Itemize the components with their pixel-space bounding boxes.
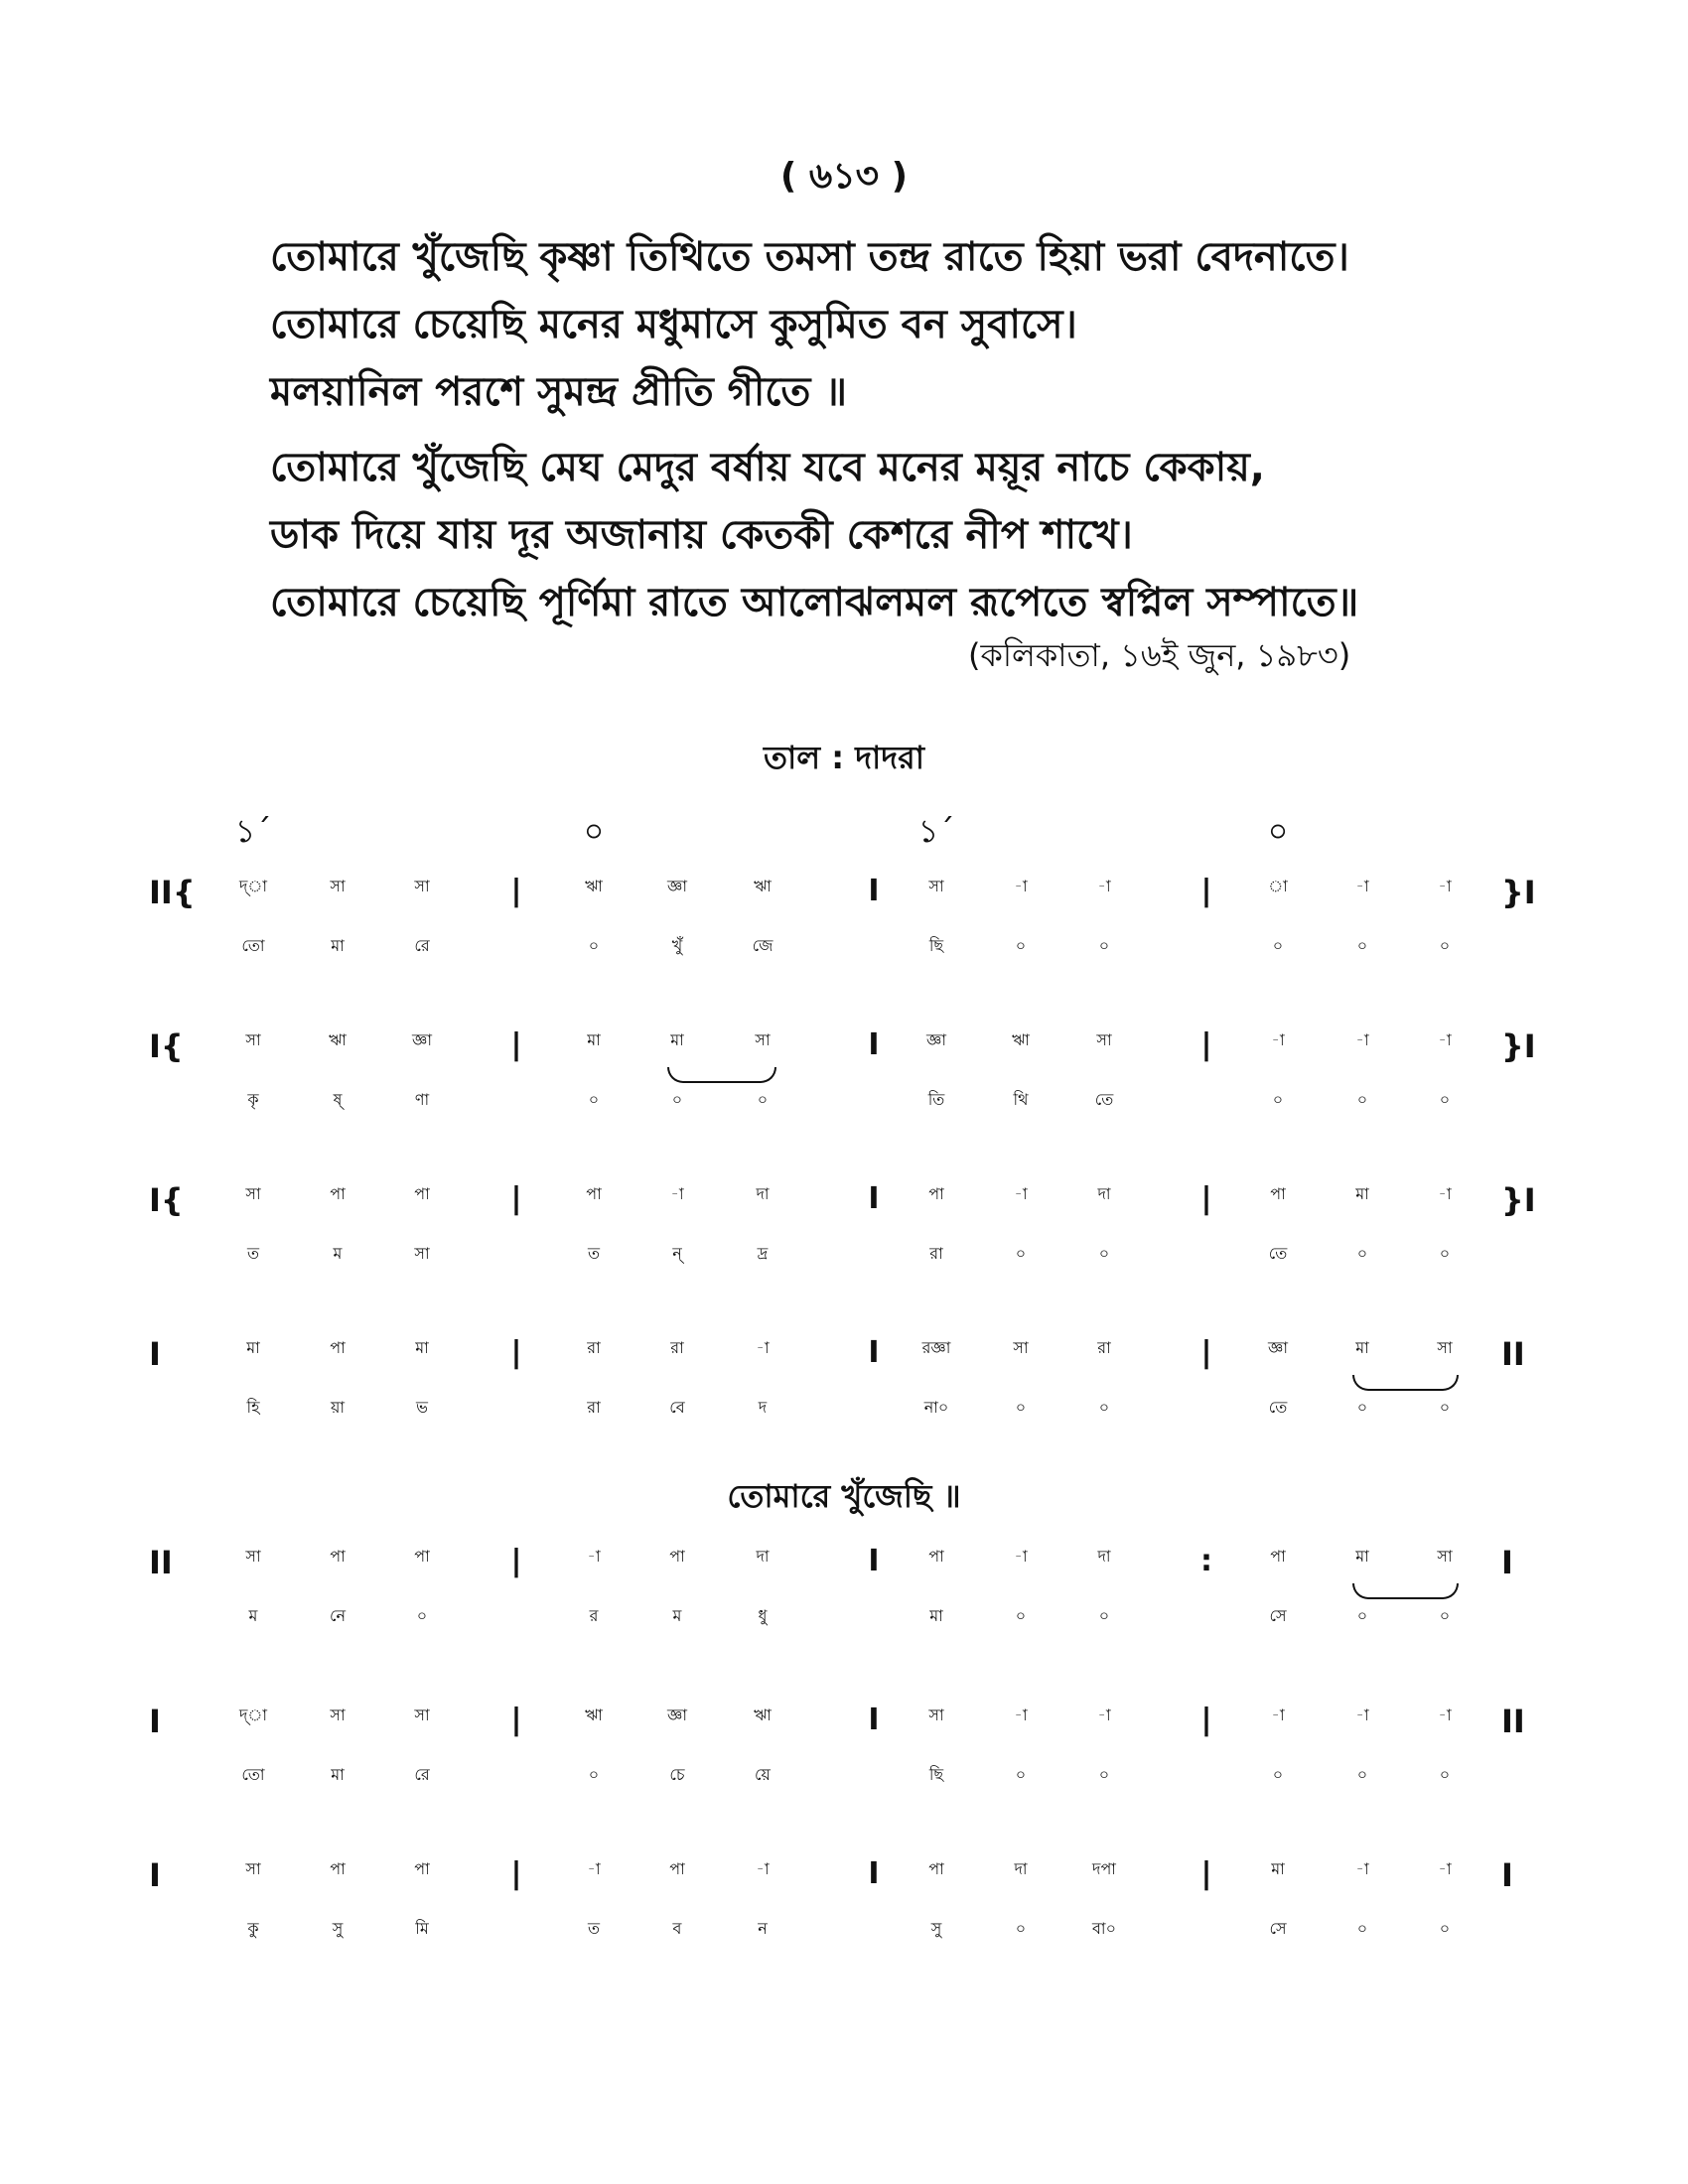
swara-note: সা: [928, 877, 944, 895]
bar-line: I: [868, 1181, 880, 1216]
lyric-syllable: ০: [1439, 1090, 1451, 1109]
row-start-marker: II: [149, 1544, 173, 1581]
lyric-syllable: ০: [1356, 1919, 1368, 1938]
refrain-line: তোমারে খুঁজেছি ॥: [727, 1477, 961, 1515]
swara-note: পা: [928, 1184, 944, 1203]
swara-note: পা: [414, 1184, 430, 1203]
lyric-syllable: ০: [1356, 1606, 1368, 1625]
swara-note: রা: [670, 1338, 684, 1357]
swara-note: সা: [245, 1184, 261, 1203]
bar-line: I: [868, 1703, 880, 1737]
swara-note: সা: [330, 1706, 346, 1724]
swara-note: -া: [1097, 1706, 1111, 1724]
swara-note: দপা: [1092, 1859, 1116, 1878]
swara-note: দা: [756, 1184, 770, 1203]
swara-note: -া: [1097, 877, 1111, 895]
swara-note: পা: [414, 1859, 430, 1878]
meend-slur: [1352, 1375, 1459, 1391]
lyric-syllable: দ্র: [757, 1244, 769, 1263]
swara-note: পা: [928, 1547, 944, 1566]
swara-note: মা: [1271, 1859, 1285, 1878]
lyric-line: তোমারে খুঁজেছি কৃষ্ণা তিথিতে তমসা তন্দ্র রাতে হিয়া ভরা বেদনাতে।: [270, 234, 1349, 280]
lyric-syllable: ম: [333, 1244, 343, 1263]
swara-note: জ্ঞা: [412, 1030, 432, 1049]
row-start-marker: I: [149, 1703, 161, 1740]
lyric-syllable: ণা: [414, 1090, 430, 1109]
bar-line: |: [1200, 1181, 1212, 1216]
row-end-marker: II: [1501, 1703, 1525, 1740]
lyric-syllable: ছি: [928, 936, 944, 955]
bar-line: |: [510, 1335, 522, 1370]
tala-heading: তাল : দাদরা: [764, 739, 924, 776]
swara-note: পা: [586, 1184, 602, 1203]
lyric-syllable: কৃ: [247, 1090, 259, 1109]
swara-note: সা: [414, 877, 430, 895]
lyric-syllable: জে: [752, 936, 774, 955]
swara-note: সা: [245, 1859, 261, 1878]
swara-note: মা: [1355, 1184, 1369, 1203]
lyric-syllable: রে: [414, 1765, 430, 1784]
lyric-syllable: ০: [1356, 1090, 1368, 1109]
lyric-syllable: রে: [414, 936, 430, 955]
swara-note: -া: [1014, 1706, 1028, 1724]
swara-note: া: [1268, 877, 1288, 895]
lyric-syllable: ০: [1356, 1765, 1368, 1784]
lyric-syllable: ০: [588, 1090, 600, 1109]
lyric-syllable: ভ: [416, 1398, 428, 1417]
lyric-syllable: তো: [241, 936, 265, 955]
swara-note: -া: [1355, 1706, 1369, 1724]
lyric-line: মলয়ানিল পরশে সুমন্দ্র প্রীতি গীতে ॥: [270, 369, 847, 415]
swara-note: পা: [1270, 1547, 1286, 1566]
row-start-marker: I{: [149, 1027, 184, 1065]
lyric-syllable: রা: [929, 1244, 943, 1263]
lyric-syllable: ০: [416, 1606, 428, 1625]
lyric-syllable: দ: [758, 1398, 768, 1417]
swara-note: মা: [1355, 1547, 1369, 1566]
beat-mark-khali: ০: [583, 812, 605, 850]
bar-line: I: [868, 1027, 880, 1062]
swara-note: সা: [414, 1706, 430, 1724]
swara-note: পা: [330, 1338, 346, 1357]
lyric-syllable: ত: [587, 1244, 601, 1263]
lyric-syllable: ব: [672, 1919, 682, 1938]
lyric-syllable: ০: [588, 936, 600, 955]
beat-mark-sam: ১´: [234, 812, 272, 850]
swara-note: সা: [755, 1030, 771, 1049]
swara-note: সা: [1437, 1547, 1453, 1566]
swara-note: -া: [1438, 1030, 1452, 1049]
meend-slur: [667, 1067, 776, 1083]
lyric-syllable: ০: [1439, 1765, 1451, 1784]
lyric-syllable: ষ্: [333, 1090, 343, 1109]
lyric-syllable: ত: [246, 1244, 260, 1263]
swara-note: সা: [245, 1030, 261, 1049]
row-end-marker: I: [1501, 1544, 1513, 1581]
swara-note: জ্ঞা: [667, 1706, 687, 1724]
swara-note: পা: [330, 1184, 346, 1203]
lyric-syllable: ০: [1439, 1919, 1451, 1938]
lyric-syllable: ০: [671, 1090, 683, 1109]
lyric-syllable: খুঁ: [671, 936, 683, 955]
lyric-syllable: ০: [1015, 1919, 1027, 1938]
lyric-syllable: ০: [1098, 1244, 1110, 1263]
lyric-syllable: তে: [1268, 1244, 1288, 1263]
bar-line: |: [510, 1027, 522, 1062]
bar-line: I: [868, 1856, 880, 1891]
lyric-syllable: থি: [1013, 1090, 1029, 1109]
swara-note: পা: [414, 1547, 430, 1566]
swara-note: পা: [669, 1859, 685, 1878]
bar-line: |: [510, 1181, 522, 1216]
lyric-syllable: ০: [1356, 1398, 1368, 1417]
bar-line: |: [510, 1856, 522, 1891]
lyric-syllable: ০: [1098, 936, 1110, 955]
swara-note: সা: [330, 877, 346, 895]
swara-note: -া: [670, 1184, 684, 1203]
swara-note: মা: [1355, 1338, 1369, 1357]
dateline: (কলিকাতা, ১৬ই জুন, ১৯৮৩): [968, 636, 1351, 674]
lyric-syllable: ০: [1272, 1765, 1284, 1784]
lyric-syllable: ম: [248, 1606, 258, 1625]
swara-note: দা: [756, 1547, 770, 1566]
swara-note: দা: [1097, 1184, 1111, 1203]
swara-note: ঋা: [754, 1706, 772, 1724]
lyric-syllable: সা: [414, 1244, 430, 1263]
lyric-syllable: বা০: [1092, 1919, 1116, 1938]
row-end-marker: }I: [1501, 1181, 1536, 1219]
swara-note: -া: [1271, 1706, 1285, 1724]
lyric-syllable: মা: [331, 1765, 345, 1784]
row-start-marker: I: [149, 1856, 161, 1894]
row-start-marker: I{: [149, 1181, 184, 1219]
lyric-line: তোমারে চেয়েছি পূর্ণিমা রাতে আলোঝলমল রূপেতে স্বপ্নিল সম্পাতে॥: [270, 580, 1359, 625]
swara-note: ঋা: [1012, 1030, 1030, 1049]
swara-note: মা: [670, 1030, 684, 1049]
swara-note: রজ্ঞা: [921, 1338, 951, 1357]
lyric-syllable: হি: [246, 1398, 260, 1417]
lyric-syllable: ০: [1356, 936, 1368, 955]
lyric-syllable: ০: [1356, 1244, 1368, 1263]
swara-note: -া: [1438, 1859, 1452, 1878]
swara-note: রা: [1097, 1338, 1111, 1357]
lyric-syllable: ০: [1015, 936, 1027, 955]
swara-note: মা: [415, 1338, 429, 1357]
swara-note: -া: [1014, 1547, 1028, 1566]
swara-note: ঋা: [329, 1030, 347, 1049]
swara-note: পা: [669, 1547, 685, 1566]
bar-line: |: [510, 1703, 522, 1737]
lyric-syllable: মি: [415, 1919, 429, 1938]
lyric-syllable: ০: [588, 1765, 600, 1784]
swara-note: দ্া: [238, 877, 268, 895]
lyric-syllable: বে: [669, 1398, 685, 1417]
lyric-syllable: ত: [587, 1919, 601, 1938]
swara-note: পা: [928, 1859, 944, 1878]
lyric-syllable: ০: [1272, 936, 1284, 955]
swara-note: মা: [246, 1338, 260, 1357]
bar-line: I: [868, 1335, 880, 1370]
lyric-syllable: ০: [1015, 1398, 1027, 1417]
swara-note: রা: [587, 1338, 601, 1357]
bar-line: :: [1200, 1544, 1212, 1578]
bar-line: |: [1200, 1856, 1212, 1891]
swara-note: -া: [587, 1859, 601, 1878]
meend-slur: [1352, 1583, 1459, 1599]
swara-note: ঋা: [585, 1706, 603, 1724]
row-end-marker: II: [1501, 1335, 1525, 1373]
lyric-syllable: ০: [1272, 1090, 1284, 1109]
lyric-syllable: নে: [329, 1606, 347, 1625]
lyric-syllable: ০: [1098, 1606, 1110, 1625]
swara-note: -া: [1438, 877, 1452, 895]
swara-note: -া: [756, 1859, 770, 1878]
swara-note: দা: [1014, 1859, 1028, 1878]
lyric-syllable: তে: [1094, 1090, 1114, 1109]
lyric-syllable: ছি: [928, 1765, 944, 1784]
swara-note: জ্ঞা: [1268, 1338, 1288, 1357]
swara-note: -া: [1438, 1706, 1452, 1724]
swara-note: জ্ঞা: [926, 1030, 946, 1049]
bar-line: |: [510, 874, 522, 908]
beat-mark-sam: ১´: [917, 812, 955, 850]
swara-note: -া: [587, 1547, 601, 1566]
lyric-syllable: য়ে: [755, 1765, 771, 1784]
lyric-syllable: কু: [247, 1919, 259, 1938]
lyric-syllable: ০: [1439, 1606, 1451, 1625]
lyric-syllable: তো: [241, 1765, 265, 1784]
swara-note: -া: [1355, 877, 1369, 895]
swara-note: ঋা: [585, 877, 603, 895]
lyric-syllable: ০: [1439, 936, 1451, 955]
lyric-syllable: ০: [757, 1090, 769, 1109]
lyric-syllable: ০: [1015, 1606, 1027, 1625]
swara-note: -া: [1271, 1030, 1285, 1049]
swara-note: -া: [1438, 1184, 1452, 1203]
swara-note: দ্া: [238, 1706, 268, 1724]
lyric-syllable: মা: [331, 936, 345, 955]
swara-note: জ্ঞা: [667, 877, 687, 895]
lyric-syllable: ম: [672, 1606, 682, 1625]
swara-note: ঋা: [754, 877, 772, 895]
lyric-syllable: ০: [1439, 1244, 1451, 1263]
row-end-marker: I: [1501, 1856, 1513, 1894]
bar-line: I: [868, 874, 880, 908]
bar-line: |: [1200, 1335, 1212, 1370]
swara-note: -া: [1355, 1030, 1369, 1049]
lyric-syllable: ০: [1015, 1244, 1027, 1263]
swara-note: সা: [1437, 1338, 1453, 1357]
swara-note: দা: [1097, 1547, 1111, 1566]
swara-note: সা: [1013, 1338, 1029, 1357]
lyric-syllable: সে: [1269, 1919, 1287, 1938]
swara-note: -া: [756, 1338, 770, 1357]
lyric-syllable: ০: [1015, 1765, 1027, 1784]
lyric-syllable: সু: [930, 1919, 942, 1938]
lyric-line: তোমারে খুঁজেছি মেঘ মেদুর বর্ষায় যবে মনের ময়ূর নাচে কেকায়,: [270, 445, 1265, 490]
lyric-syllable: সে: [1269, 1606, 1287, 1625]
swara-note: পা: [1270, 1184, 1286, 1203]
lyric-syllable: ন: [758, 1919, 768, 1938]
lyric-syllable: সু: [332, 1919, 344, 1938]
swara-note: সা: [1096, 1030, 1112, 1049]
lyric-syllable: ০: [1098, 1765, 1110, 1784]
lyric-syllable: ০: [1098, 1398, 1110, 1417]
lyric-syllable: মা: [929, 1606, 943, 1625]
row-start-marker: I: [149, 1335, 161, 1373]
lyric-syllable: রা: [587, 1398, 601, 1417]
bar-line: |: [510, 1544, 522, 1578]
row-start-marker: II{: [149, 874, 196, 911]
lyric-syllable: র: [589, 1606, 599, 1625]
swara-note: -া: [1014, 877, 1028, 895]
swara-note: -া: [1355, 1859, 1369, 1878]
lyric-syllable: তে: [1268, 1398, 1288, 1417]
lyric-syllable: য়া: [330, 1398, 346, 1417]
page-number: ( ৬১৩ ): [779, 156, 909, 197]
lyric-syllable: তি: [927, 1090, 945, 1109]
lyric-syllable: চে: [669, 1765, 685, 1784]
bar-line: |: [1200, 874, 1212, 908]
swara-note: পা: [330, 1547, 346, 1566]
lyric-line: ডাক দিয়ে যায় দূর অজানায় কেতকী কেশরে নীপ শাখে।: [270, 512, 1133, 558]
row-end-marker: }I: [1501, 874, 1536, 911]
row-end-marker: }I: [1501, 1027, 1536, 1065]
bar-line: |: [1200, 1027, 1212, 1062]
swara-note: পা: [330, 1859, 346, 1878]
beat-mark-khali: ০: [1267, 812, 1289, 850]
lyric-line: তোমারে চেয়েছি মনের মধুমাসে কুসুমিত বন সুবাসে।: [270, 302, 1077, 347]
lyric-syllable: না০: [923, 1398, 949, 1417]
bar-line: |: [1200, 1703, 1212, 1737]
bar-line: I: [868, 1544, 880, 1578]
swara-note: -া: [1014, 1184, 1028, 1203]
lyric-syllable: ০: [1439, 1398, 1451, 1417]
lyric-syllable: ন্: [672, 1244, 682, 1263]
lyric-syllable: ধু: [758, 1606, 768, 1625]
swara-note: সা: [245, 1547, 261, 1566]
swara-note: সা: [928, 1706, 944, 1724]
swara-note: মা: [587, 1030, 601, 1049]
